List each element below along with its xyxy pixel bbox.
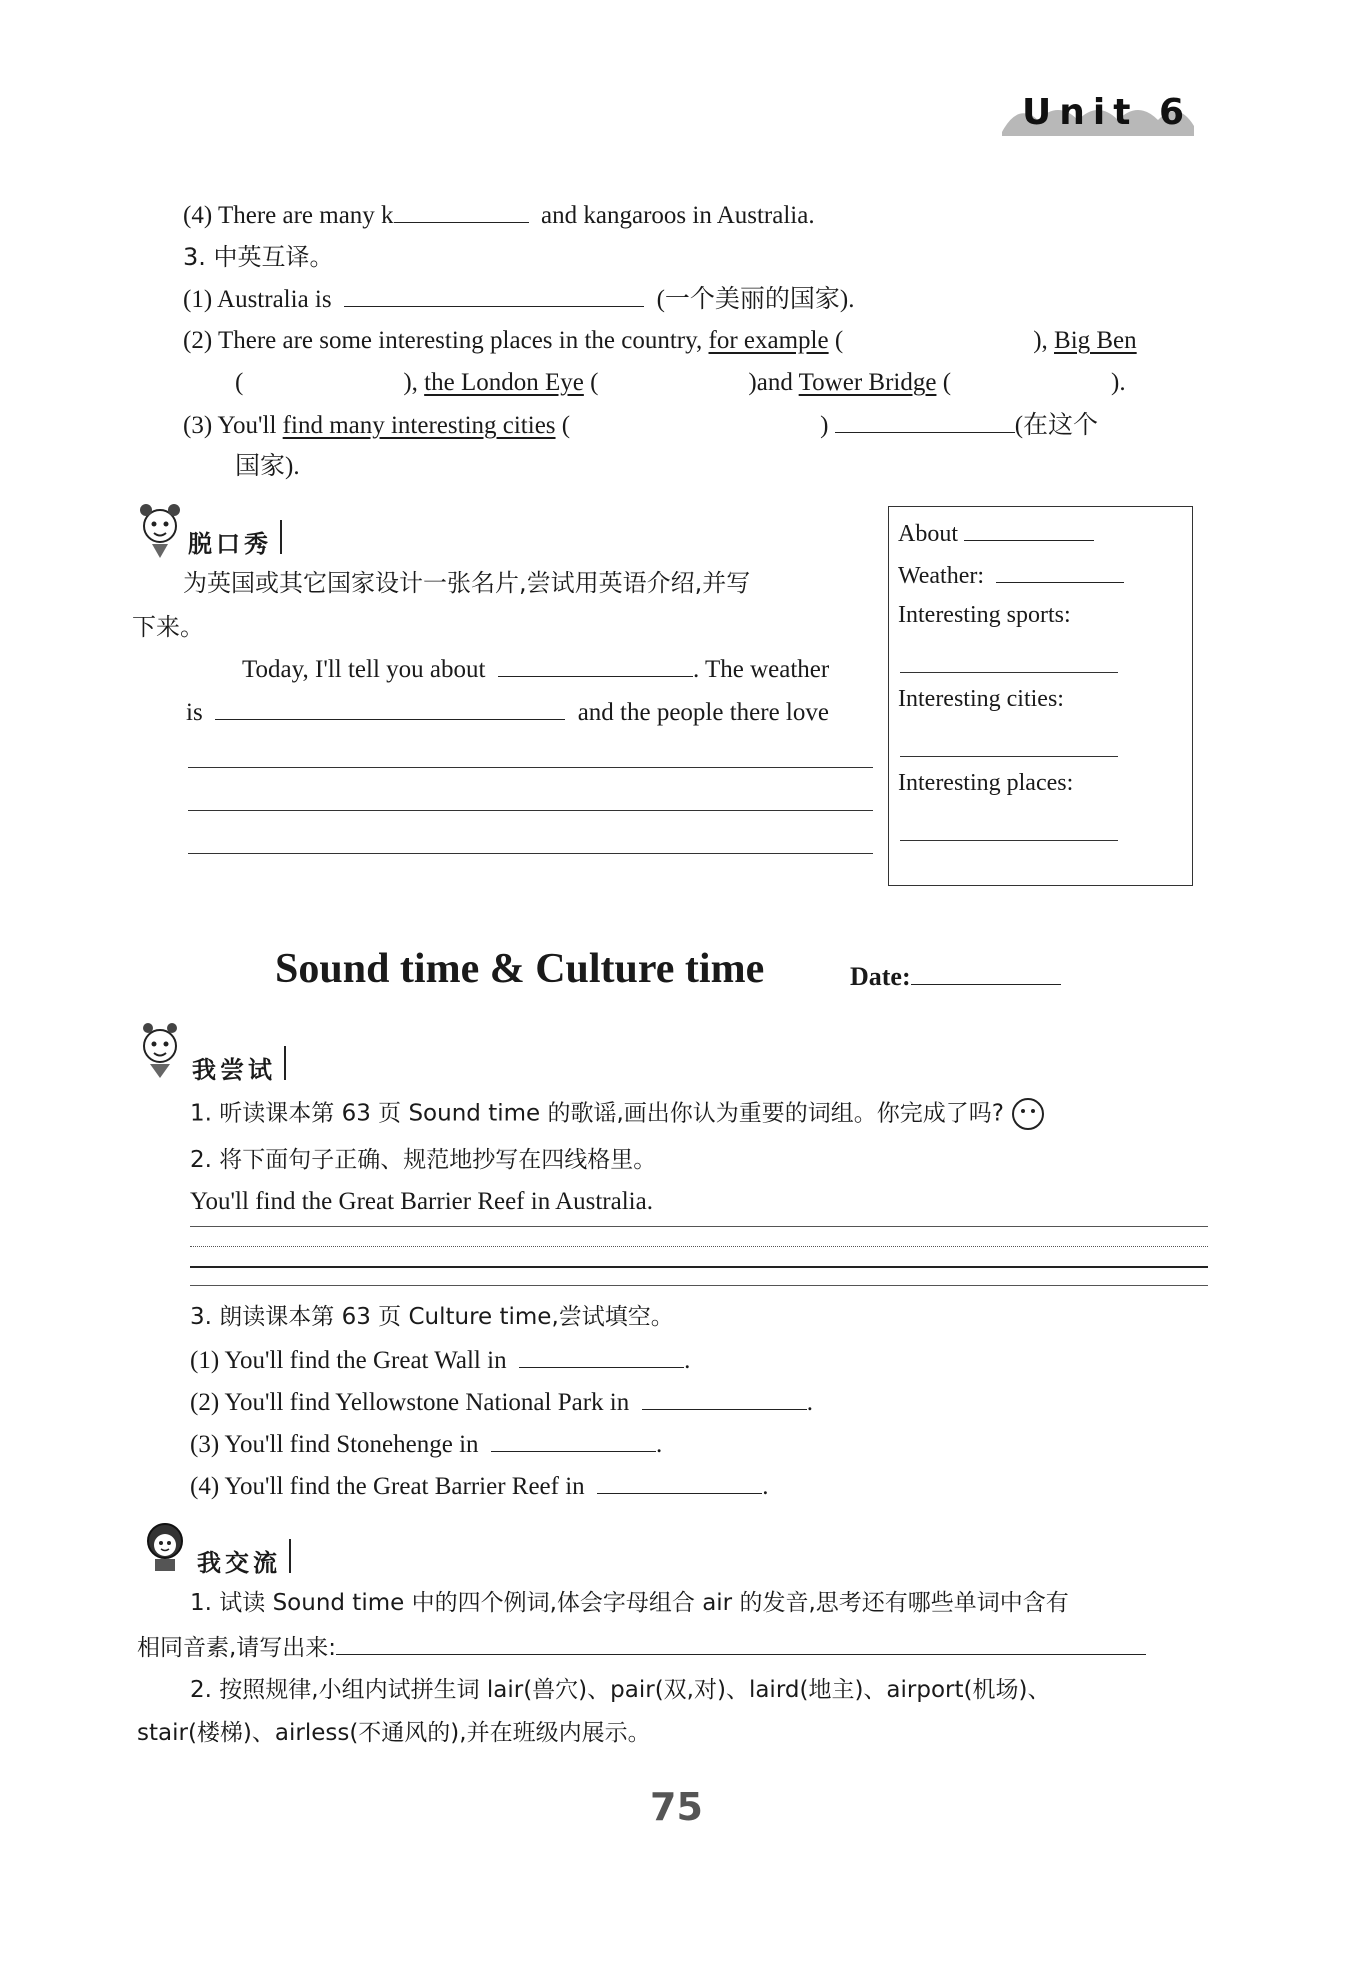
cartoon-girl-icon [130, 500, 190, 565]
fill-item-4: (4) You'll find the Great Barrier Reef in . [190, 1473, 769, 1500]
fill-item-1: (1) You'll find the Great Wall in . [190, 1347, 691, 1374]
q4-line: (4) There are many k and kangaroos in Australia. [183, 202, 815, 229]
card-places-line[interactable] [900, 840, 1118, 841]
t3-blank[interactable] [835, 410, 1015, 433]
card-sports-label: Interesting sports: [898, 602, 1071, 628]
card-places-label: Interesting places: [898, 770, 1074, 796]
translate-item-3-line1: (3) You'll find many interesting cities ( ) (在这个 [183, 412, 1099, 439]
translate-item-2-line2: ( ), the London Eye ( )and Tower Bridge ( ). [235, 369, 1126, 396]
try-item-3: 3. 朗读课本第 63 页 Culture time,尝试填空。 [190, 1304, 674, 1330]
t1-blank[interactable] [344, 284, 644, 307]
fill-blank-2[interactable] [642, 1387, 807, 1410]
unit-banner [998, 92, 1198, 142]
exchange-item-1-line1: 1. 试读 Sound time 中的四个例词,体会字母组合 air 的发音,思考还有哪些单词中含有 [190, 1590, 1069, 1616]
writing-line[interactable] [188, 810, 873, 811]
card-weather-row: Weather: [898, 560, 1124, 590]
talk-show-para-1: Today, I'll tell you about . The weather [242, 656, 830, 683]
unit-title: Unit 6 [1022, 92, 1192, 133]
talk-show-instruction-2: 下来。 [132, 613, 204, 641]
fill-item-3: (3) You'll find Stonehenge in . [190, 1431, 663, 1458]
translate-item-3-line2: 国家). [235, 453, 300, 480]
fill-blank-1[interactable] [519, 1345, 684, 1368]
try-item-1: 1. 听读课本第 63 页 Sound time 的歌谣,画出你认为重要的词组。你完成了吗? [190, 1097, 1045, 1131]
date-field: Date: [850, 962, 1061, 992]
card-cities-label: Interesting cities: [898, 686, 1064, 712]
card-about-blank[interactable] [964, 518, 1094, 541]
card-weather-blank[interactable] [996, 560, 1124, 583]
page-number: 75 [650, 1785, 703, 1829]
exchange-heading: 我交流 [197, 1543, 281, 1578]
exchange-item-2-line2: stair(楼梯)、airless(不通风的),并在班级内展示。 [137, 1720, 651, 1746]
exchange-item-2-line1: 2. 按照规律,小组内试拼生词 lair(兽穴)、pair(双,对)、laird(地主)、airport(机场)、 [190, 1677, 1051, 1703]
date-blank[interactable] [911, 962, 1061, 985]
try-item-2: 2. 将下面句子正确、规范地抄写在四线格里。 [190, 1147, 657, 1173]
fill-blank-4[interactable] [597, 1471, 762, 1494]
weather-blank[interactable] [215, 697, 565, 720]
talk-show-instruction-1: 为英国或其它国家设计一张名片,尝试用英语介绍,并写 [183, 569, 751, 597]
fill-blank-3[interactable] [491, 1429, 656, 1452]
task3-title: 3. 中英互译。 [183, 243, 334, 271]
q4-blank[interactable] [394, 200, 529, 223]
try-heading: 我尝试 [192, 1050, 276, 1085]
translate-item-2-line1: (2) There are some interesting places in the country, for example ( ), Big Ben [183, 327, 1137, 354]
same-sound-words-blank[interactable] [336, 1632, 1146, 1655]
exchange-item-1-line2: 相同音素,请写出来: [137, 1632, 1146, 1663]
copy-sentence: You'll find the Great Barrier Reef in Australia. [190, 1188, 653, 1215]
about-country-blank[interactable] [498, 654, 693, 677]
fill-item-2: (2) You'll find Yellowstone National Park in . [190, 1389, 813, 1416]
card-about-row: About [898, 518, 1094, 548]
section-title: Sound time & Culture time [275, 946, 765, 992]
cartoon-girl-icon [130, 1020, 190, 1085]
smiley-face-icon[interactable] [1011, 1097, 1045, 1131]
card-cities-line[interactable] [900, 756, 1118, 757]
four-line-grid[interactable] [190, 1226, 1208, 1286]
translate-item-1: (1) Australia is (一个美丽的国家). [183, 286, 855, 313]
writing-line[interactable] [188, 853, 873, 854]
talk-show-para-2: is and the people there love [186, 699, 829, 726]
card-sports-line[interactable] [900, 672, 1118, 673]
talk-show-heading: 脱口秀 [188, 524, 272, 559]
writing-line[interactable] [188, 767, 873, 768]
cartoon-boy-icon [135, 1515, 195, 1580]
